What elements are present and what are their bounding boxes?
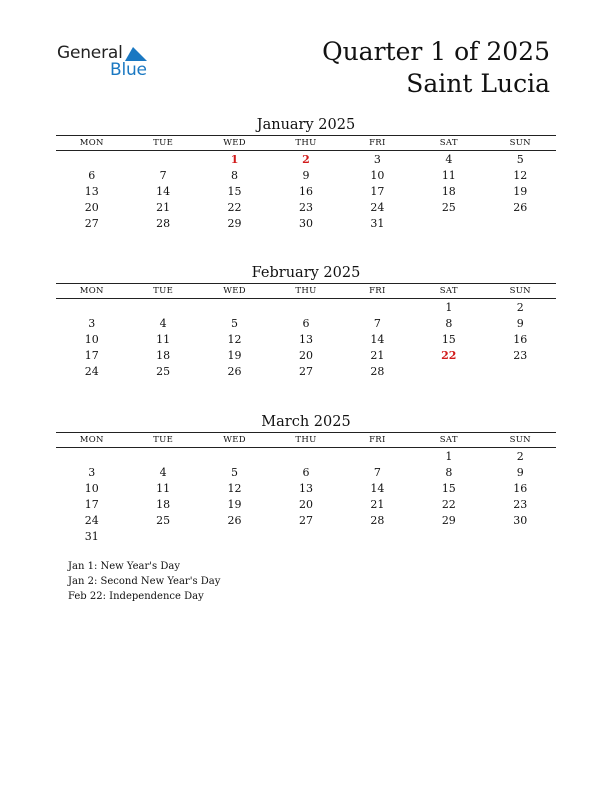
- day-cell: 5: [231, 316, 239, 330]
- day-cell: 10: [84, 332, 99, 346]
- day-cell: 12: [227, 332, 242, 346]
- weekday-header-row: [56, 284, 556, 299]
- day-cell: 31: [370, 216, 385, 230]
- day-cell: 16: [513, 481, 528, 495]
- day-cell: 7: [159, 168, 167, 182]
- day-cell: 21: [156, 200, 171, 214]
- generalblue-logo: [57, 43, 167, 83]
- weekday-header: SUN: [509, 286, 531, 296]
- day-cell: 9: [302, 168, 310, 182]
- day-cell: 8: [445, 465, 453, 479]
- logo-triangle-icon: [125, 47, 147, 61]
- day-cell: 4: [159, 465, 167, 479]
- day-cell: 17: [84, 497, 99, 511]
- weekday-header: SAT: [439, 138, 458, 148]
- weekday-header: TUE: [153, 286, 174, 296]
- day-cell: 8: [445, 316, 453, 330]
- day-cell: 29: [441, 513, 456, 527]
- day-cell: 8: [231, 168, 239, 182]
- week-row: [56, 151, 556, 167]
- weekday-header-row: [56, 136, 556, 151]
- week-row: [56, 363, 556, 379]
- month-title: January 2025: [256, 117, 356, 133]
- day-cell: 6: [88, 168, 96, 182]
- day-cell: 26: [227, 513, 242, 527]
- month-january: [56, 115, 556, 231]
- weekday-header: THU: [295, 286, 317, 296]
- day-cell: 12: [227, 481, 242, 495]
- day-cell: 14: [156, 184, 171, 198]
- weekday-header: FRI: [369, 138, 386, 148]
- week-row: [56, 347, 556, 363]
- day-cell: 5: [231, 465, 239, 479]
- day-cell: 5: [516, 152, 524, 166]
- day-cell: 26: [513, 200, 528, 214]
- day-cell: 18: [156, 348, 171, 362]
- day-cell: 12: [513, 168, 528, 182]
- day-cell: 3: [373, 152, 381, 166]
- day-cell: 27: [84, 216, 99, 230]
- day-cell: 19: [513, 184, 528, 198]
- logo-text-blue: Blue: [110, 60, 147, 80]
- day-cell: 7: [373, 316, 381, 330]
- day-cell: 20: [84, 200, 99, 214]
- day-cell: 1: [445, 300, 453, 314]
- week-row: [56, 496, 556, 512]
- weekday-header: THU: [295, 138, 317, 148]
- day-cell: 28: [370, 364, 385, 378]
- day-cell: 17: [84, 348, 99, 362]
- holiday-day-cell: 1: [230, 152, 239, 166]
- weekday-header: FRI: [369, 286, 386, 296]
- day-cell: 10: [370, 168, 385, 182]
- day-cell: 14: [370, 332, 385, 346]
- day-cell: 13: [298, 481, 313, 495]
- holiday-note: Feb 22: Independence Day: [68, 591, 204, 602]
- weekday-header: MON: [79, 138, 104, 148]
- day-cell: 25: [441, 200, 456, 214]
- week-row: [56, 199, 556, 215]
- day-cell: 9: [516, 465, 524, 479]
- day-cell: 2: [516, 449, 524, 463]
- weekday-header: WED: [223, 435, 246, 445]
- weekday-header: THU: [295, 435, 317, 445]
- day-cell: 20: [298, 348, 313, 362]
- day-cell: 18: [156, 497, 171, 511]
- day-cell: 15: [441, 481, 456, 495]
- week-row: [56, 299, 556, 315]
- day-cell: 23: [513, 348, 528, 362]
- day-cell: 21: [370, 497, 385, 511]
- day-cell: 13: [298, 332, 313, 346]
- day-cell: 27: [298, 513, 313, 527]
- day-cell: 11: [156, 332, 171, 346]
- week-row: [56, 448, 556, 464]
- month-title: March 2025: [261, 414, 351, 430]
- month-february: [56, 263, 556, 379]
- day-cell: 14: [370, 481, 385, 495]
- day-cell: 15: [441, 332, 456, 346]
- weekday-header: SUN: [509, 138, 531, 148]
- day-cell: 21: [370, 348, 385, 362]
- day-cell: 22: [441, 497, 456, 511]
- holiday-note: Jan 1: New Year's Day: [68, 561, 180, 572]
- day-cell: 25: [156, 513, 171, 527]
- week-row: [56, 167, 556, 183]
- day-cell: 2: [516, 300, 524, 314]
- weekday-header: SAT: [439, 286, 458, 296]
- weekday-header-row: [56, 433, 556, 448]
- week-row: [56, 528, 556, 544]
- day-cell: 11: [156, 481, 171, 495]
- day-cell: 10: [84, 481, 99, 495]
- weekday-header: MON: [79, 435, 104, 445]
- day-cell: 9: [516, 316, 524, 330]
- weekday-header: SUN: [509, 435, 531, 445]
- page-title: [322, 36, 550, 100]
- day-cell: 3: [88, 316, 96, 330]
- day-cell: 29: [227, 216, 242, 230]
- holiday-note: Jan 2: Second New Year's Day: [68, 576, 221, 587]
- day-cell: 23: [298, 200, 313, 214]
- week-row: [56, 512, 556, 528]
- day-cell: 15: [227, 184, 242, 198]
- day-cell: 24: [370, 200, 385, 214]
- day-cell: 11: [441, 168, 456, 182]
- day-cell: 28: [370, 513, 385, 527]
- weekday-header: MON: [79, 286, 104, 296]
- country-title: Saint Lucia: [406, 69, 550, 98]
- holiday-notes: [68, 559, 220, 604]
- day-cell: 7: [373, 465, 381, 479]
- day-cell: 24: [84, 364, 99, 378]
- week-row: [56, 215, 556, 231]
- day-cell: 30: [513, 513, 528, 527]
- day-cell: 20: [298, 497, 313, 511]
- week-row: [56, 331, 556, 347]
- day-cell: 19: [227, 497, 242, 511]
- day-cell: 31: [84, 529, 99, 543]
- day-cell: 26: [227, 364, 242, 378]
- month-march: [56, 412, 556, 544]
- week-row: [56, 315, 556, 331]
- day-cell: 18: [441, 184, 456, 198]
- day-cell: 4: [445, 152, 453, 166]
- holiday-day-cell: 2: [302, 152, 310, 166]
- weekday-header: TUE: [153, 138, 174, 148]
- day-cell: 3: [88, 465, 96, 479]
- week-row: [56, 480, 556, 496]
- week-row: [56, 464, 556, 480]
- day-cell: 13: [84, 184, 99, 198]
- day-cell: 28: [156, 216, 171, 230]
- weekday-header: FRI: [369, 435, 386, 445]
- day-cell: 4: [159, 316, 167, 330]
- day-cell: 30: [298, 216, 313, 230]
- month-title: February 2025: [251, 265, 361, 281]
- logo-text-general: General: [57, 43, 123, 63]
- week-row: [56, 183, 556, 199]
- day-cell: 19: [227, 348, 242, 362]
- day-cell: 25: [156, 364, 171, 378]
- day-cell: 17: [370, 184, 385, 198]
- weekday-header: TUE: [153, 435, 174, 445]
- day-cell: 22: [227, 200, 242, 214]
- day-cell: 1: [445, 449, 453, 463]
- day-cell: 23: [513, 497, 528, 511]
- day-cell: 16: [298, 184, 313, 198]
- quarter-title: Quarter 1 of 2025: [322, 37, 550, 66]
- weekday-header: WED: [223, 138, 246, 148]
- day-cell: 24: [84, 513, 99, 527]
- day-cell: 6: [302, 316, 310, 330]
- weekday-header: SAT: [439, 435, 458, 445]
- day-cell: 27: [298, 364, 313, 378]
- weekday-header: WED: [223, 286, 246, 296]
- day-cell: 16: [513, 332, 528, 346]
- day-cell: 6: [302, 465, 310, 479]
- holiday-day-cell: 22: [441, 348, 457, 362]
